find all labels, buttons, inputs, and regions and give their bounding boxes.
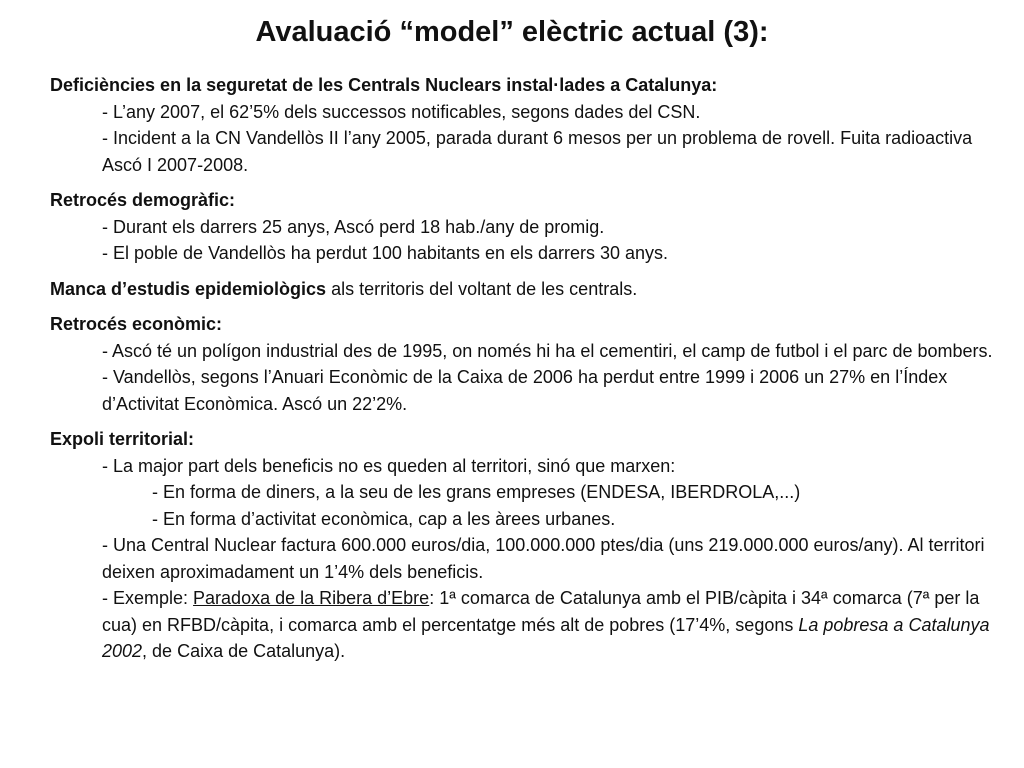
section-heading: Retrocés demogràfic: [50,190,236,210]
example-text: : 1ª comarca de Catalunya amb el PIB/càpita i 34ª comarca (7ª per la cua) en RFBD/càpita, i comarca amb el percentatge més alt de pobres (17’4%, segons [102,588,980,635]
slide-content [50,72,1000,665]
bullet-item: - Incident a la CN Vandellòs II l’any 2005, parada durant 6 mesos per un problema de rovell. Fuita radioactiva Ascó I 2007-2008. [102,128,973,175]
paradox-link[interactable]: Paradoxa de la Ribera d’Ebre [193,588,430,608]
section-heading: Retrocés econòmic: [50,314,223,334]
bullet-item: - L’any 2007, el 62’5% dels successos notificables, segons dades del CSN. [102,101,701,122]
section-epidemiology [50,276,1000,303]
section-text: als territoris del voltant de les centrals. [326,278,638,299]
bullet-item: - Durant els darrers 25 anys, Ascó perd 18 hab./any de promig. [102,216,605,237]
example-suffix: , de Caixa de Catalunya). [142,641,346,661]
bullet-item-example [50,585,1000,665]
sub-bullet-item: - En forma d’activitat econòmica, cap a les àrees urbanes. [152,508,616,529]
section-demography [50,187,1000,267]
section-heading: Deficiències en la seguretat de les Centrals Nuclears instal·lades a Catalunya: [50,75,718,95]
section-economy [50,311,1000,417]
bullet-item: - El poble de Vandellòs ha perdut 100 habitants en els darrers 30 anys. [102,243,669,263]
bullet-item: - Vandellòs, segons l’Anuari Econòmic de la Caixa de 2006 ha perdut entre 1999 i 2006 un 27% en l’Índex d’Activitat Econòmica. Ascó un 22’2%. [102,367,948,414]
sub-bullet-item: - En forma de diners, a la seu de les grans empreses (ENDESA, IBERDROLA,...) [152,482,801,502]
bullet-item: - Ascó té un polígon industrial des de 1995, on només hi ha el cementiri, el camp de futbol i el parc de bombers. [102,340,993,361]
section-territorial-plunder [50,426,1000,665]
section-safety [50,72,1000,178]
section-heading: Manca d’estudis epidemiològics [50,278,327,299]
source-title: La pobresa a Catalunya 2002 [102,614,990,661]
slide-title: Avaluació “model” elèctric actual (3): [255,16,769,48]
bullet-item: - Una Central Nuclear factura 600.000 euros/dia, 100.000.000 ptes/dia (uns 219.000.000 euros/any). Al territori deixen aproximadament un 1’4% dels beneficis. [102,535,985,582]
example-prefix: - Exemple: [102,588,194,608]
bullet-item: - La major part dels beneficis no es queden al territori, sinó que marxen: [102,455,676,476]
section-heading: Expoli territorial: [50,429,195,449]
